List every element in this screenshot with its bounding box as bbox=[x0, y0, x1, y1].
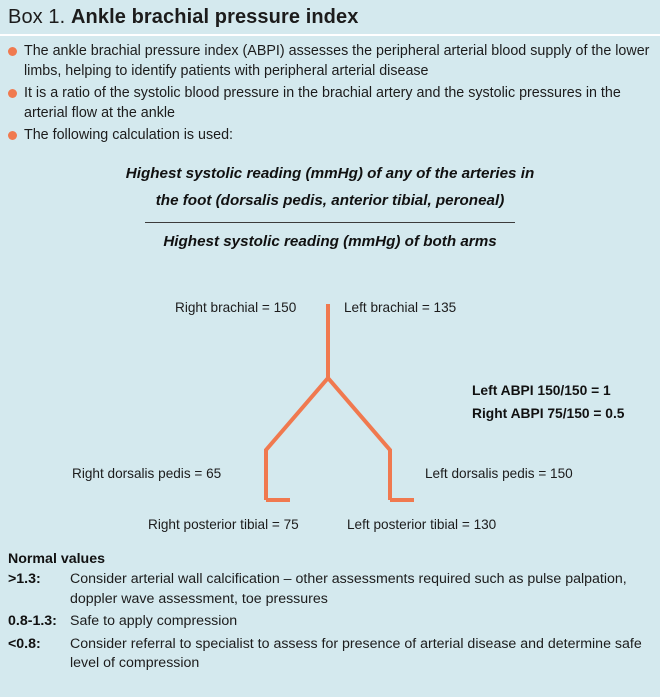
formula-fraction-bar bbox=[145, 222, 515, 223]
normal-value-row bbox=[8, 570, 654, 609]
label-right-posterior-tibial: Right posterior tibial = 75 bbox=[148, 517, 299, 532]
formula-denominator: Highest systolic reading (mmHg) of both arms bbox=[163, 233, 497, 250]
normal-values-title: Normal values bbox=[8, 551, 105, 567]
right-leg-line bbox=[266, 378, 328, 500]
abpi-left-value: Left ABPI 150/150 = 1 bbox=[472, 383, 611, 398]
label-right-dorsalis-pedis: Right dorsalis pedis = 65 bbox=[72, 466, 222, 481]
label-right-brachial: Right brachial = 150 bbox=[175, 300, 297, 315]
list-item bbox=[8, 83, 652, 123]
label-left-brachial: Left brachial = 135 bbox=[344, 300, 457, 315]
bullet-dot-icon bbox=[8, 47, 17, 56]
normal-value-text: Consider referral to specialist to assess for presence of arterial disease and determine safe level of compression bbox=[70, 635, 642, 671]
abpi-right-value: Right ABPI 75/150 = 0.5 bbox=[472, 406, 625, 421]
normal-value-key: >1.3: bbox=[8, 571, 41, 587]
formula-numerator-line-2: the foot (dorsalis pedis, anterior tibial, peroneal) bbox=[155, 192, 505, 209]
label-left-dorsalis-pedis: Left dorsalis pedis = 150 bbox=[425, 466, 573, 481]
abpi-formula bbox=[0, 160, 660, 250]
bullet-text: The following calculation is used: bbox=[24, 127, 234, 143]
normal-value-row bbox=[8, 635, 654, 674]
normal-values-section bbox=[8, 551, 654, 677]
left-leg-line bbox=[328, 378, 390, 500]
normal-value-key: 0.8-1.3: bbox=[8, 613, 57, 629]
list-item bbox=[8, 41, 652, 81]
bullet-text: The ankle brachial pressure index (ABPI) assesses the peripheral arterial blood supply of the lower limbs, helping to identify patients with peripheral arterial disease bbox=[24, 43, 650, 79]
title-divider bbox=[0, 34, 660, 36]
box-label: Box 1. bbox=[8, 6, 66, 28]
body-diagram bbox=[0, 278, 660, 540]
box-heading: Ankle brachial pressure index bbox=[70, 6, 359, 28]
normal-value-text: Safe to apply compression bbox=[70, 613, 238, 629]
bullet-list bbox=[8, 41, 652, 147]
formula-numerator-line-1: Highest systolic reading (mmHg) of any of the arteries in bbox=[125, 165, 535, 182]
normal-value-key: <0.8: bbox=[8, 635, 41, 652]
bullet-text: It is a ratio of the systolic blood pressure in the brachial artery and the systolic pressures in the arterial flow at the ankle bbox=[24, 85, 621, 121]
bullet-dot-icon bbox=[8, 89, 17, 98]
label-left-posterior-tibial: Left posterior tibial = 130 bbox=[347, 517, 497, 532]
list-item bbox=[8, 125, 652, 145]
normal-value-text: Consider arterial wall calcification – other assessments required such as pulse palpation, doppler wave assessment, toe pressures bbox=[70, 571, 627, 607]
normal-value-row bbox=[8, 612, 654, 632]
page-title bbox=[8, 6, 358, 29]
bullet-dot-icon bbox=[8, 131, 17, 140]
